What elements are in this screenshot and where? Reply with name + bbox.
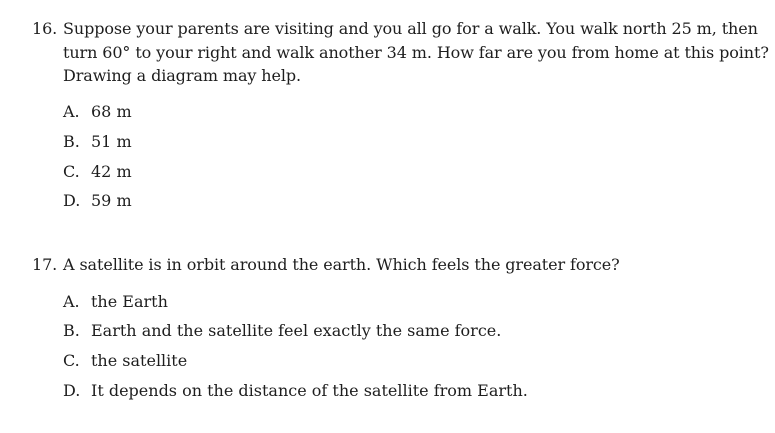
question-text-line-3: Drawing a diagram may help. bbox=[63, 66, 302, 85]
option-text: 51 m bbox=[91, 132, 132, 151]
option-letter: A. bbox=[63, 102, 80, 121]
option-text: the Earth bbox=[91, 292, 168, 311]
option-a[interactable] bbox=[0, 292, 775, 314]
option-b[interactable] bbox=[0, 132, 775, 154]
question-text-line-1: A satellite is in orbit around the earth. Which feels the greater force? bbox=[63, 255, 620, 274]
option-text: 59 m bbox=[91, 191, 132, 210]
option-d[interactable] bbox=[0, 381, 775, 403]
option-letter: D. bbox=[63, 191, 81, 210]
option-a[interactable] bbox=[0, 102, 775, 124]
option-text: the satellite bbox=[91, 351, 188, 370]
question-text-line-2: turn 60° to your right and walk another 34 m. How far are you from home at this point? bbox=[63, 43, 769, 62]
option-letter: B. bbox=[63, 132, 80, 151]
option-letter: A. bbox=[63, 292, 80, 311]
question-number: 16. bbox=[32, 19, 58, 38]
question-text-line-1: Suppose your parents are visiting and you all go for a walk. You walk north 25 m, then bbox=[63, 19, 758, 38]
option-text: Earth and the satellite feel exactly the same force. bbox=[91, 321, 502, 340]
option-letter: D. bbox=[63, 381, 81, 400]
option-d[interactable] bbox=[0, 191, 775, 213]
option-c[interactable] bbox=[0, 351, 775, 373]
option-letter: B. bbox=[63, 321, 80, 340]
option-text: 68 m bbox=[91, 102, 132, 121]
option-letter: C. bbox=[63, 162, 80, 181]
option-letter: C. bbox=[63, 351, 80, 370]
question-number: 17. bbox=[32, 255, 58, 274]
option-text: 42 m bbox=[91, 162, 132, 181]
option-text: It depends on the distance of the satellite from Earth. bbox=[91, 381, 528, 400]
option-b[interactable] bbox=[0, 321, 775, 343]
option-c[interactable] bbox=[0, 162, 775, 184]
